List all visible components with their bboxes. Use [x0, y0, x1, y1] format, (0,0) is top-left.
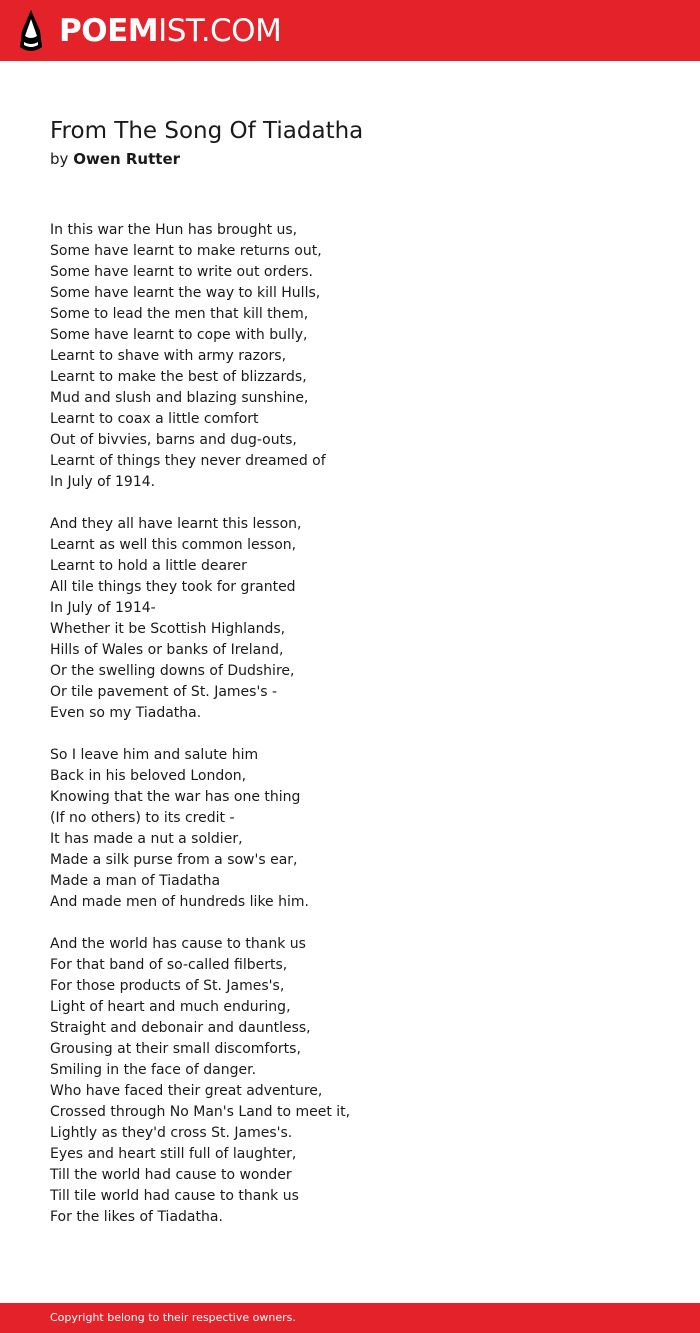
poem-line: Learnt of things they never dreamed of — [50, 453, 326, 469]
poem-line: Who have faced their great adventure, — [50, 1083, 323, 1099]
poem-line: Crossed through No Man's Land to meet it, — [50, 1104, 351, 1120]
poem-line: Back in his beloved London, — [50, 768, 247, 784]
poem-line: Some to lead the men that kill them, — [50, 306, 309, 322]
poem-line: In July of 1914- — [50, 600, 156, 616]
poem-line: Hills of Wales or banks of Ireland, — [50, 642, 284, 658]
poem-line: So I leave him and salute him — [50, 747, 259, 763]
logo-text-bold: POEM — [59, 13, 159, 49]
poem-line: In July of 1914. — [50, 474, 156, 490]
poem-line: And they all have learnt this lesson, — [50, 516, 302, 532]
poem-line: For the likes of Tiadatha. — [50, 1209, 223, 1225]
poem-line: Straight and debonair and dauntless, — [50, 1020, 311, 1036]
logo-text-light: IST.COM — [158, 13, 282, 49]
pencil-logo-icon — [17, 9, 45, 53]
poem-line: Learnt to coax a little comfort — [50, 411, 259, 427]
poem-line: Grousing at their small discomforts, — [50, 1041, 301, 1057]
poem-line: Learnt to hold a little dearer — [50, 558, 247, 574]
poem-line: Mud and slush and blazing sunshine, — [50, 390, 309, 406]
poem-line: And made men of hundreds like him. — [50, 894, 309, 910]
poem-line: Made a silk purse from a sow's ear, — [50, 852, 298, 868]
poem-line: (If no others) to its credit - — [50, 810, 235, 826]
poem-line: Some have learnt to write out orders. — [50, 264, 313, 280]
poem-line: Learnt to shave with army razors, — [50, 348, 287, 364]
poem-line: Lightly as they'd cross St. James's. — [50, 1125, 293, 1141]
poem-stanza — [50, 220, 650, 493]
poem-line: Out of bivvies, barns and dug-outs, — [50, 432, 297, 448]
site-logo-text — [59, 9, 281, 53]
poem-line: In this war the Hun has brought us, — [50, 222, 298, 238]
poem-line: Learnt as well this common lesson, — [50, 537, 297, 553]
poem-stanza — [50, 514, 650, 724]
poem-line: Some have learnt to make returns out, — [50, 243, 322, 259]
poem-line: Some have learnt the way to kill Hulls, — [50, 285, 321, 301]
byline — [50, 149, 650, 169]
poem-line: Made a man of Tiadatha — [50, 873, 221, 889]
poem-line: For that band of so-called filberts, — [50, 957, 288, 973]
poem-line: And the world has cause to thank us — [50, 936, 306, 952]
poem-body — [50, 220, 650, 1228]
poem-line: Whether it be Scottish Highlands, — [50, 621, 286, 637]
poem-line: Knowing that the war has one thing — [50, 789, 301, 805]
poem-line: Smiling in the face of danger. — [50, 1062, 257, 1078]
site-header — [0, 0, 700, 61]
poem-line: Learnt to make the best of blizzards, — [50, 369, 307, 385]
site-logo-link[interactable] — [17, 9, 281, 53]
poem-stanza — [50, 745, 650, 913]
poem-stanza — [50, 934, 650, 1228]
poem-line: Some have learnt to cope with bully, — [50, 327, 308, 343]
poem-line: For those products of St. James's, — [50, 978, 285, 994]
poem-container — [50, 114, 650, 1249]
poem-line: Or the swelling downs of Dudshire, — [50, 663, 295, 679]
poem-line: Or tile pavement of St. James's - — [50, 684, 278, 700]
poem-line: Even so my Tiadatha. — [50, 705, 202, 721]
poem-line: Till tile world had cause to thank us — [50, 1188, 299, 1204]
author-name: Owen Rutter — [73, 150, 181, 168]
poem-line: Till the world had cause to wonder — [50, 1167, 292, 1183]
copyright-notice: Copyright belong to their respective owners. — [50, 1311, 296, 1324]
byline-by-label: by — [50, 150, 69, 168]
poem-line: Light of heart and much enduring, — [50, 999, 291, 1015]
poem-title: From The Song Of Tiadatha — [50, 118, 364, 144]
poem-line: All tile things they took for granted — [50, 579, 296, 595]
poem-line: Eyes and heart still full of laughter, — [50, 1146, 297, 1162]
poem-line: It has made a nut a soldier, — [50, 831, 243, 847]
site-footer — [0, 1303, 700, 1333]
